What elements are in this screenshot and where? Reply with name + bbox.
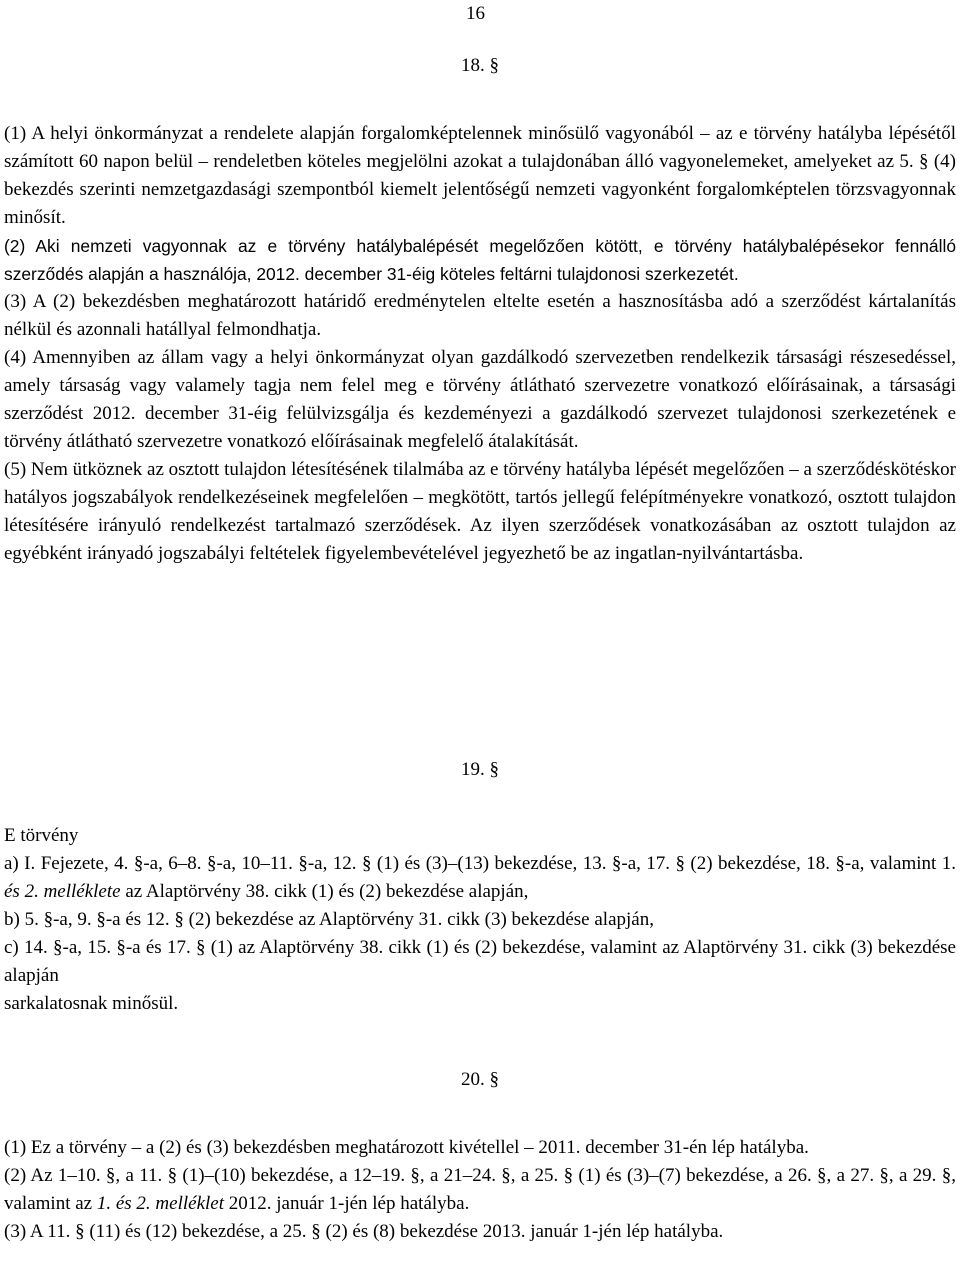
section-19-intro: E törvény [4, 825, 79, 846]
section-20-paragraph-3: (3) A 11. § (11) és (12) bekezdése, a 25. § (2) és (8) bekezdése 2013. január 1-jén lép hatályba. [4, 1221, 724, 1242]
section-20-paragraph-2-italic: 1. és 2. melléklet [96, 1193, 225, 1214]
section-18-paragraph-3: (3) A (2) bekezdésben meghatározott határidő eredménytelen eltelte esetén a hasznosításba adó a szerződést kártalanítás nélkül és azonnali hatállyal felmondhatja. [4, 291, 956, 340]
section-18-heading: 18. § [461, 55, 499, 76]
section-19-item-a [4, 850, 956, 906]
section-19-item-b: b) 5. §-a, 9. §-a és 12. § (2) bekezdése az Alaptörvény 31. cikk (3) bekezdése alapján, [4, 909, 654, 930]
section-20-heading: 20. § [461, 1069, 499, 1090]
section-19-body [4, 822, 956, 1018]
section-20-body [4, 1134, 956, 1246]
section-18-paragraph-1: (1) A helyi önkormányzat a rendelete alapján forgalomképtelennek minősülő vagyonából ‒ az e törvény hatályba lépésétől számított 60 napon belül ‒ rendeletben köteles megjelölni azokat a tulajdonában álló vagyonelemeket, amelyeket az 5. § (4) bekezdés szerinti nemzetgazdasági szempontból kiemelt jelentőségű nemzeti vagyonként forgalomképtelen törzsvagyonnak minősít. [4, 123, 956, 228]
section-19-item-c: c) 14. §-a, 15. §-a és 17. § (1) az Alaptörvény 38. cikk (1) és (2) bekezdése, valamint az Alaptörvény 31. cikk (3) bekezdése alapján [4, 937, 956, 986]
section-19-item-a-text-1: a) I. Fejezete, 4. §-a, 6‒8. §-a, 10‒11. §-a, 12. § (1) és (3)‒(13) bekezdése, 13. §-a, 17. § (2) bekezdése, 18. §-a, valamint 1. [4, 853, 956, 874]
section-18-body [4, 120, 956, 568]
section-20-paragraph-2-text-1: (2) Az 1‒10. §, a 11. § (1)‒(10) bekezdése, a 12‒19. §, a 21‒24. §, a 25. § (1) és (3)‒(7) bekezdése, a 26. §, a 27. §, a 29. §, valamint az [4, 1165, 956, 1214]
section-19-closing: sarkalatosnak minősül. [4, 993, 179, 1014]
section-20-paragraph-2-text-2: 2012. január 1-jén lép hatályba. [224, 1193, 470, 1214]
section-20-paragraph-2 [4, 1162, 956, 1218]
section-19-item-a-italic: és 2. melléklete [4, 881, 121, 902]
section-18-paragraph-5: (5) Nem ütköznek az osztott tulajdon létesítésének tilalmába az e törvény hatályba lépését megelőzően ‒ a szerződéskötéskor hatályos jogszabályok rendelkezéseinek megfelelően ‒ megkötött, tartós jellegű felépítményekre vonatkozó, osztott tulajdon létesítésére irányuló rendelkezést tartalmazó szerződések. Az ilyen szerződések vonatkozásában az osztott tulajdon az egyébként irányadó jogszabályi feltételek figyelembevételével jegyezhető be az ingatlan-nyilvántartásba. [4, 459, 956, 564]
section-19-item-a-text-2: az Alaptörvény 38. cikk (1) és (2) bekezdése alapján, [120, 881, 529, 902]
section-18-paragraph-4: (4) Amennyiben az állam vagy a helyi önkormányzat olyan gazdálkodó szervezetben rendelkezik társasági részesedéssel, amely társaság vagy valamely tagja nem felel meg e törvény átlátható szervezetre vonatkozó előírásainak, a társasági szerződést 2012. december 31-éig felülvizsgálja és kezdeményezi a gazdálkodó szervezet tulajdonosi szerkezetének e törvény átlátható szervezetre vonatkozó előírásainak megfelelő átalakítását. [4, 347, 956, 452]
section-19-heading: 19. § [461, 759, 499, 780]
section-18-paragraph-2: (2) Aki nemzeti vagyonnak az e törvény hatálybalépését megelőzően kötött, e törvény hatálybalépésekor fennálló szerződés alapján a használója, 2012. december 31-éig köteles feltárni tulajdonosi szerkezetét. [4, 236, 956, 284]
page-number: 16 [466, 3, 485, 24]
section-20-paragraph-1: (1) Ez a törvény ‒ a (2) és (3) bekezdésben meghatározott kivétellel ‒ 2011. december 31-én lép hatályba. [4, 1137, 809, 1158]
